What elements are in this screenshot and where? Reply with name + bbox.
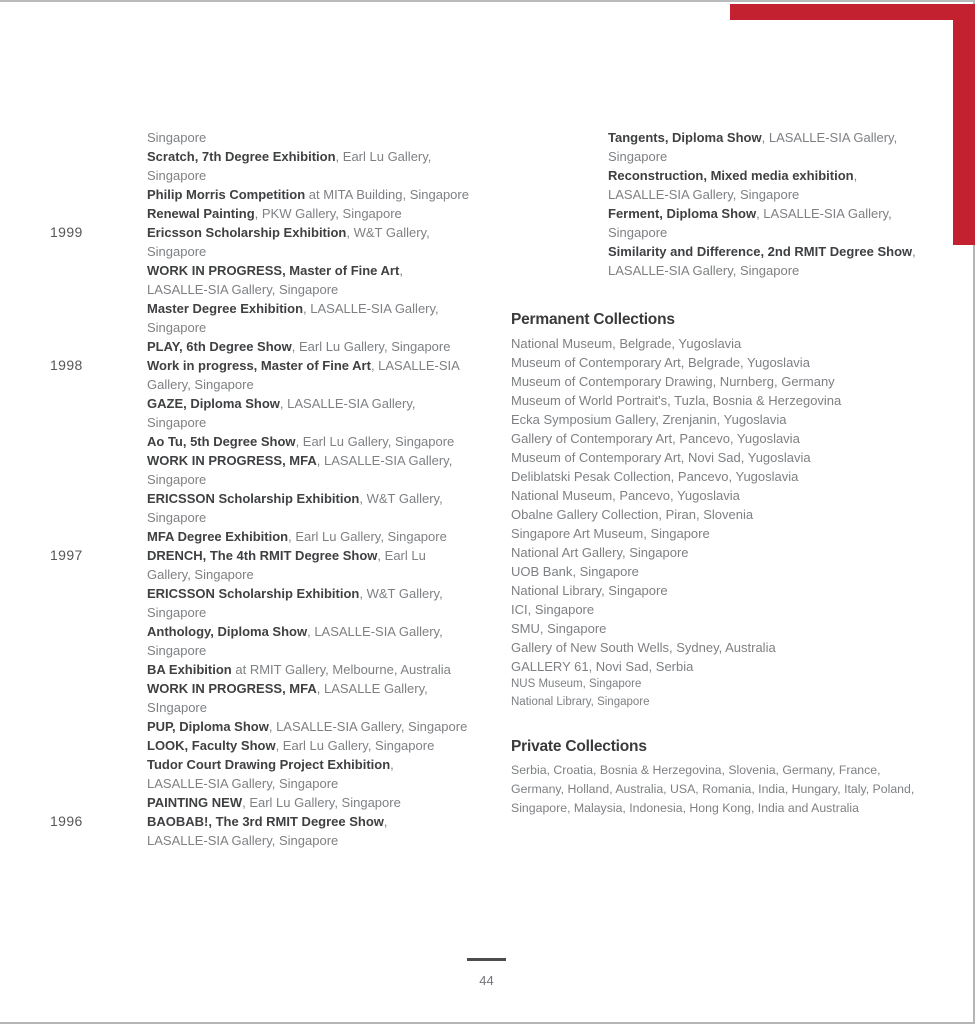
- exhibition-entry-line: [50, 299, 490, 318]
- entry-text: MFA Degree Exhibition, Earl Lu Gallery, Singapore: [147, 529, 447, 544]
- year-label: [50, 128, 147, 147]
- exhibition-entry-line: [50, 375, 490, 394]
- collection-item: Gallery of New South Wells, Sydney, Australia: [511, 640, 776, 655]
- entry-text: Singapore: [147, 168, 207, 183]
- exhibition-entry-line: [50, 755, 490, 774]
- entry-text: Singapore: [147, 415, 207, 430]
- exhibition-entry-line: [50, 546, 490, 565]
- collection-item: Museum of World Portrait's, Tuzla, Bosnia & Herzegovina: [511, 393, 842, 408]
- year-label: [50, 831, 147, 850]
- exhibition-entry-line: [50, 242, 490, 261]
- collection-item: UOB Bank, Singapore: [511, 564, 639, 579]
- exhibition-entry-line: [50, 622, 490, 641]
- entry-text: Reconstruction, Mixed media exhibition,: [608, 168, 858, 183]
- year-label: [50, 299, 147, 318]
- entry-text: Tangents, Diploma Show, LASALLE-SIA Gallery,: [608, 130, 898, 145]
- entry-text: PLAY, 6th Degree Show, Earl Lu Gallery, Singapore: [147, 339, 451, 354]
- private-collections-title: Private Collections: [511, 738, 647, 755]
- collection-item: National Museum, Pancevo, Yugoslavia: [511, 488, 740, 503]
- exhibition-entry-line: [50, 774, 490, 793]
- year-label: [50, 166, 147, 185]
- year-label: [50, 185, 147, 204]
- exhibition-entry-line: [511, 147, 931, 166]
- year-label: [50, 413, 147, 432]
- collection-item: Gallery of Contemporary Art, Pancevo, Yugoslavia: [511, 431, 800, 446]
- year-label: 1996: [50, 813, 83, 829]
- page-number: 44: [479, 973, 494, 988]
- year-label: [50, 451, 147, 470]
- entry-text: Scratch, 7th Degree Exhibition, Earl Lu Gallery,: [147, 149, 432, 164]
- collection-item: National Library, Singapore: [511, 583, 668, 598]
- entry-text: ERICSSON Scholarship Exhibition, W&T Gallery,: [147, 491, 443, 506]
- permanent-collections-list: [511, 334, 911, 711]
- exhibition-entry-line: [50, 831, 490, 850]
- exhibition-entry-line: [50, 565, 490, 584]
- red-corner-bar-horizontal: [730, 4, 975, 20]
- year-label: [50, 204, 147, 223]
- year-label: [511, 242, 608, 261]
- year-label: [511, 204, 608, 223]
- red-corner-bar-vertical: [953, 4, 975, 245]
- year-label: [50, 565, 147, 584]
- exhibition-entry-line: [50, 736, 490, 755]
- exhibition-entry-line: [50, 698, 490, 717]
- private-collections-line: Serbia, Croatia, Bosnia & Herzegovina, Slovenia, Germany, France,: [511, 763, 881, 777]
- year-label: [50, 641, 147, 660]
- exhibition-entry-line: [50, 147, 490, 166]
- entry-text: LASALLE-SIA Gallery, Singapore: [147, 282, 339, 297]
- collection-item: Obalne Gallery Collection, Piran, Slovenia: [511, 507, 754, 522]
- year-label: [50, 394, 147, 413]
- entry-text: Singapore: [608, 149, 668, 164]
- collection-item: NUS Museum, Singapore: [511, 678, 642, 690]
- entry-text: ERICSSON Scholarship Exhibition, W&T Gallery,: [147, 586, 443, 601]
- year-label: [50, 774, 147, 793]
- exhibition-entry-line: [50, 356, 490, 375]
- year-label: [50, 375, 147, 394]
- year-label: 1997: [50, 547, 83, 563]
- entry-text: Anthology, Diploma Show, LASALLE-SIA Gallery,: [147, 624, 443, 639]
- entry-text: Singapore: [147, 130, 207, 145]
- entry-text: Tudor Court Drawing Project Exhibition,: [147, 757, 394, 772]
- year-label: [50, 793, 147, 812]
- exhibition-entry-line: [50, 641, 490, 660]
- year-label: [511, 147, 608, 166]
- exhibition-entry-line: [50, 128, 490, 147]
- year-label: [50, 603, 147, 622]
- year-label: [50, 527, 147, 546]
- entry-text: Ferment, Diploma Show, LASALLE-SIA Gallery,: [608, 206, 892, 221]
- year-label: [50, 489, 147, 508]
- permanent-collections-section: [511, 310, 911, 711]
- entry-text: Singapore: [608, 225, 668, 240]
- year-label: [50, 318, 147, 337]
- collection-item: National Art Gallery, Singapore: [511, 545, 689, 560]
- year-label: [511, 166, 608, 185]
- exhibition-entry-line: [50, 280, 490, 299]
- exhibition-entry-line: [50, 717, 490, 736]
- year-label: [50, 755, 147, 774]
- year-label: [50, 337, 147, 356]
- collection-item: GALLERY 61, Novi Sad, Serbia: [511, 659, 694, 674]
- entry-text: DRENCH, The 4th RMIT Degree Show, Earl Lu: [147, 548, 426, 563]
- exhibition-entry-line: [50, 527, 490, 546]
- permanent-collections-title: Permanent Collections: [511, 311, 675, 328]
- entry-text: Renewal Painting, PKW Gallery, Singapore: [147, 206, 402, 221]
- year-label: [50, 717, 147, 736]
- year-label: [50, 622, 147, 641]
- private-collections-line: Singapore, Malaysia, Indonesia, Hong Kong, India and Australia: [511, 801, 859, 815]
- entry-text: Gallery, Singapore: [147, 567, 254, 582]
- exhibition-entry-line: [50, 204, 490, 223]
- exhibition-entry-line: [50, 394, 490, 413]
- exhibition-entry-line: [50, 660, 490, 679]
- exhibition-entry-line: [50, 337, 490, 356]
- collection-item: National Museum, Belgrade, Yugoslavia: [511, 336, 742, 351]
- exhibition-entry-line: [50, 679, 490, 698]
- exhibition-entry-line: [50, 470, 490, 489]
- entry-text: SIngapore: [147, 700, 207, 715]
- collection-item: Museum of Contemporary Drawing, Nurnberg, Germany: [511, 374, 835, 389]
- year-label: [511, 223, 608, 242]
- exhibition-entry-line: [511, 166, 931, 185]
- collection-item: Ecka Symposium Gallery, Zrenjanin, Yugoslavia: [511, 412, 787, 427]
- exhibition-list-left-column: [50, 128, 490, 850]
- collection-item: Museum of Contemporary Art, Novi Sad, Yugoslavia: [511, 450, 811, 465]
- year-label: [50, 280, 147, 299]
- year-label: [511, 185, 608, 204]
- exhibition-entry-line: [50, 185, 490, 204]
- exhibition-entry-line: [50, 584, 490, 603]
- entry-text: PUP, Diploma Show, LASALLE-SIA Gallery, Singapore: [147, 719, 468, 734]
- footer-rule: [467, 958, 506, 961]
- exhibition-entry-line: [50, 508, 490, 527]
- entry-text: Work in progress, Master of Fine Art, LASALLE-SIA: [147, 358, 460, 373]
- entry-text: LASALLE-SIA Gallery, Singapore: [147, 776, 339, 791]
- year-label: [50, 242, 147, 261]
- collection-item: Singapore Art Museum, Singapore: [511, 526, 710, 541]
- exhibition-entry-line: [50, 261, 490, 280]
- entry-text: PAINTING NEW, Earl Lu Gallery, Singapore: [147, 795, 401, 810]
- entry-text: Singapore: [147, 472, 207, 487]
- collection-item: Museum of Contemporary Art, Belgrade, Yugoslavia: [511, 355, 810, 370]
- entry-text: LOOK, Faculty Show, Earl Lu Gallery, Singapore: [147, 738, 435, 753]
- private-collections-list: [511, 761, 915, 818]
- entry-text: Similarity and Difference, 2nd RMIT Degree Show,: [608, 244, 916, 259]
- year-label: [50, 736, 147, 755]
- exhibition-entry-line: [50, 489, 490, 508]
- entry-text: Singapore: [147, 320, 207, 335]
- entry-text: Ao Tu, 5th Degree Show, Earl Lu Gallery, Singapore: [147, 434, 455, 449]
- year-label: [50, 584, 147, 603]
- year-label: 1998: [50, 357, 83, 373]
- exhibition-entry-line: [511, 261, 931, 280]
- collection-item: Deliblatski Pesak Collection, Pancevo, Yugoslavia: [511, 469, 799, 484]
- year-label: [50, 261, 147, 280]
- exhibition-entry-line: [50, 166, 490, 185]
- exhibition-entry-line: [511, 204, 931, 223]
- exhibition-entry-line: [511, 223, 931, 242]
- exhibition-entry-line: [511, 128, 931, 147]
- entry-text: Philip Morris Competition at MITA Building, Singapore: [147, 187, 469, 202]
- exhibition-entry-line: [50, 318, 490, 337]
- exhibition-entry-line: [50, 812, 490, 831]
- year-label: [50, 508, 147, 527]
- exhibition-entry-line: [511, 242, 931, 261]
- exhibition-entry-line: [50, 413, 490, 432]
- entry-text: Singapore: [147, 244, 207, 259]
- year-label: [511, 261, 608, 280]
- entry-text: GAZE, Diploma Show, LASALLE-SIA Gallery,: [147, 396, 416, 411]
- entry-text: BA Exhibition at RMIT Gallery, Melbourne, Australia: [147, 662, 451, 677]
- year-label: [50, 470, 147, 489]
- exhibition-entry-line: [50, 603, 490, 622]
- year-label: [50, 147, 147, 166]
- entry-text: LASALLE-SIA Gallery, Singapore: [608, 263, 800, 278]
- year-label: [50, 432, 147, 451]
- year-label: [50, 660, 147, 679]
- exhibition-entry-line: [50, 451, 490, 470]
- year-label: [511, 128, 608, 147]
- year-label: 1999: [50, 224, 83, 240]
- exhibition-entry-line: [50, 223, 490, 242]
- entry-text: WORK IN PROGRESS, MFA, LASALLE Gallery,: [147, 681, 428, 696]
- year-label: [50, 698, 147, 717]
- entry-text: LASALLE-SIA Gallery, Singapore: [147, 833, 339, 848]
- entry-text: WORK IN PROGRESS, MFA, LASALLE-SIA Gallery,: [147, 453, 453, 468]
- exhibition-entry-line: [50, 432, 490, 451]
- entry-text: WORK IN PROGRESS, Master of Fine Art,: [147, 263, 403, 278]
- entry-text: Gallery, Singapore: [147, 377, 254, 392]
- private-collections-section: [511, 737, 915, 818]
- entry-text: LASALLE-SIA Gallery, Singapore: [608, 187, 800, 202]
- collection-item: SMU, Singapore: [511, 621, 607, 636]
- exhibition-entry-line: [511, 185, 931, 204]
- exhibition-list-right-column: [511, 128, 931, 280]
- exhibition-entry-line: [50, 793, 490, 812]
- collection-item: National Library, Singapore: [511, 695, 650, 708]
- entry-text: Singapore: [147, 605, 207, 620]
- entry-text: BAOBAB!, The 3rd RMIT Degree Show,: [147, 814, 388, 829]
- private-collections-line: Germany, Holland, Australia, USA, Romania, India, Hungary, Italy, Poland,: [511, 782, 915, 796]
- entry-text: Ericsson Scholarship Exhibition, W&T Gallery,: [147, 225, 430, 240]
- entry-text: Master Degree Exhibition, LASALLE-SIA Gallery,: [147, 301, 439, 316]
- year-label: [50, 679, 147, 698]
- entry-text: Singapore: [147, 643, 207, 658]
- collection-item: ICI, Singapore: [511, 602, 595, 617]
- entry-text: Singapore: [147, 510, 207, 525]
